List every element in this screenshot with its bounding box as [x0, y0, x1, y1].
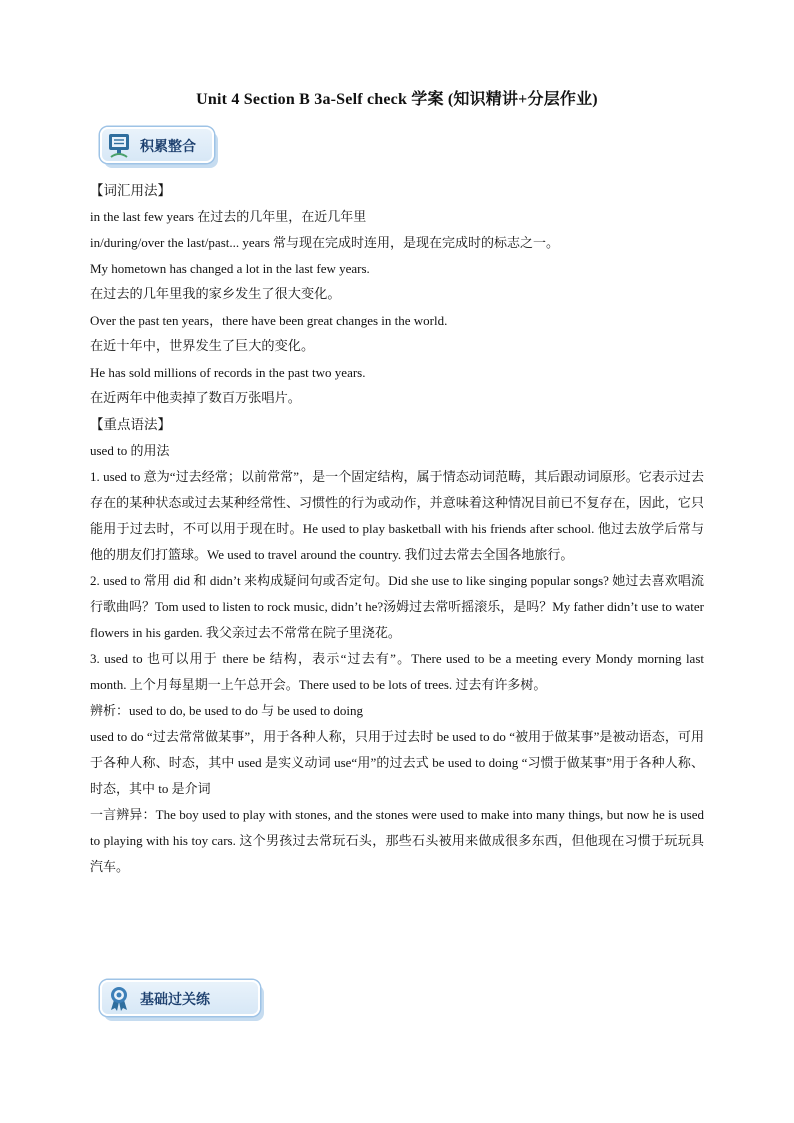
text-line: used to 的用法 [90, 443, 170, 458]
paragraph: 1. used to 意为“过去经常；以前常常”，是一个固定结构，属于情态动词范畴，其后跟动词原形。它表示过去存在的某种状态或过去某种经常性、习惯性的行为或动作，并意味着这种情况目前已不复存在，因此，它只能用于过去时，不可以用于现在时。He used to play basketball with his friends after school. 他过去放学后常与他的朋友们打篮球。We used to travel around the country. 我们过去常去全国各地旅行。 [90, 469, 704, 562]
section-banner-basic-practice [94, 975, 266, 1023]
text-line: 在过去的几年里我的家乡发生了很大变化。 [90, 287, 341, 302]
document-body [90, 178, 704, 880]
paragraph: 3. used to 也可以用于 there be 结构，表示“过去有”。There used to be a meeting every Mondy morning last month. 上个月每星期一上午总开会。There used to be lots of trees. 过去有许多树。 [90, 651, 704, 692]
document-title: Unit 4 Section B 3a-Self check 学案 (知识精讲+分层作业) [196, 91, 598, 108]
text-line: 在近十年中，世界发生了巨大的变化。 [90, 339, 315, 354]
section-banner-accumulate [94, 122, 220, 170]
text-line: in/during/over the last/past... years 常与现在完成时连用，是现在完成时的标志之一。 [90, 235, 560, 250]
medal-icon [106, 984, 132, 1012]
text-line: in the last few years 在过去的几年里，在近几年里 [90, 209, 367, 224]
book-icon [106, 131, 132, 159]
paragraph: used to do “过去常常做某事”，用于各种人称，只用于过去时 be used to do “被用于做某事”是被动语态，可用于各种人称、时态，其中 used 是实义动词 use“用”的过去式 be used to doing “习惯于做某事”用于各种人称、时态，其中 to 是介词 [90, 729, 704, 796]
vocab-heading: 【词汇用法】 [90, 183, 171, 199]
text-line: My hometown has changed a lot in the last few years. [90, 261, 370, 276]
text-line: Over the past ten years，there have been great changes in the world. [90, 313, 448, 328]
text-line: 在近两年中他卖掉了数百万张唱片。 [90, 391, 301, 406]
text-line: He has sold millions of records in the past two years. [90, 365, 366, 380]
banner-label: 基础过关练 [140, 992, 210, 1008]
banner-label: 积累整合 [140, 139, 196, 155]
grammar-heading: 【重点语法】 [90, 417, 171, 433]
paragraph: 2. used to 常用 did 和 didn’t 来构成疑问句或否定句。Did she use to like singing popular songs? 她过去喜欢唱流行歌曲吗？Tom used to listen to rock music, didn’t he?汤姆过去常听摇滚乐，是吗？My father didn’t use to water flowers in his garden. 我父亲过去不常常在院子里浇花。 [90, 573, 704, 640]
text-line: 辨析：used to do, be used to do 与 be used to doing [90, 703, 363, 718]
paragraph: 一言辨异：The boy used to play with stones, and the stones were used to make into many things, but now he is used to playing with his toy cars. 这个男孩过去常玩石头，那些石头被用来做成很多东西，但他现在习惯于玩玩具汽车。 [90, 807, 704, 874]
